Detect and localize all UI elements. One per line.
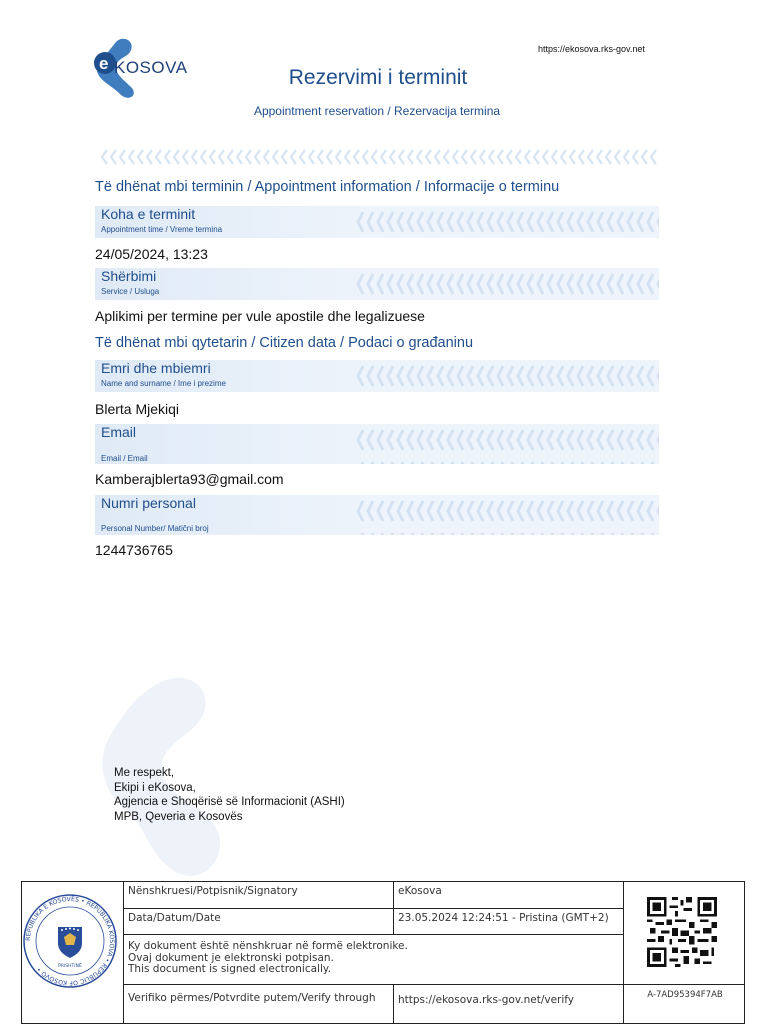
decorative-chevrons — [355, 495, 659, 535]
header-url: https://ekosova.rks-gov.net — [538, 44, 645, 54]
date-value-cell: 23.05.2024 12:24:51 - Pristina (GMT+2) — [393, 908, 624, 934]
date-label-cell: Data/Datum/Date — [123, 908, 394, 934]
closing-line: Me respekt, — [114, 767, 175, 779]
decorative-chevrons — [355, 206, 659, 238]
field-sublabel: Appointment time / Vreme termina — [101, 225, 223, 234]
field-label: Shërbimi — [101, 268, 157, 284]
name-value: Blerta Mjekiqi — [95, 401, 180, 417]
field-label: Numri personal — [101, 495, 196, 511]
service-band — [95, 268, 659, 300]
personal-number-band — [95, 495, 659, 535]
closing-line: Agjencia e Shoqërisë së Informacionit (ASHI) — [114, 796, 345, 808]
verify-url-cell[interactable]: https://ekosova.rks-gov.net/verify — [393, 984, 624, 1024]
citizen-section-title: Të dhënat mbi qytetarin / Citizen data / Podaci o građaninu — [95, 335, 474, 351]
signatory-value-cell: eKosova — [393, 882, 624, 908]
page-title: Rezervimi i terminit — [288, 66, 468, 89]
document-code: A-7AD95394F7AB — [647, 990, 723, 1000]
svg-text:e: e — [99, 54, 109, 73]
appointment-time-band — [95, 206, 659, 238]
signed-note-cell: Ky dokument është nënshkruar në formë elektronike. Ovaj dokument je elektronski potpisan. This document is signed electronically. — [123, 934, 624, 984]
qr-code-icon[interactable] — [647, 897, 717, 967]
decorative-chevrons — [355, 268, 659, 300]
field-sublabel: Name and surname / Ime i prezime — [101, 379, 226, 388]
decorative-chevrons — [355, 424, 659, 464]
field-sublabel: Personal Number/ Matični broj — [101, 524, 209, 533]
decorative-chevron-band — [100, 148, 657, 166]
signatory-label-cell: Nënshkruesi/Potpisnik/Signatory — [123, 882, 394, 908]
field-label: Email — [101, 424, 137, 440]
email-value: Kamberajblerta93@gmail.com — [95, 471, 284, 487]
field-sublabel: Email / Email — [101, 454, 148, 463]
page-subtitle: Appointment reservation / Rezervacija termina — [253, 104, 501, 118]
verify-label-cell: Verifiko përmes/Potvrdite putem/Verify through — [123, 984, 394, 1024]
appointment-time-value: 24/05/2024, 13:23 — [95, 246, 208, 262]
republic-of-kosovo-seal-icon — [22, 893, 118, 989]
personal-number-value: 1244736765 — [95, 542, 173, 558]
field-label: Emri dhe mbiemri — [101, 360, 211, 376]
appointment-section-title: Të dhënat mbi terminin / Appointment information / Informacije o terminu — [95, 179, 560, 195]
closing-line: Ekipi i eKosova, — [114, 781, 196, 794]
closing-line: MPB, Qeveria e Kosovës — [114, 810, 243, 823]
service-value: Aplikimi per termine per vule apostile dhe legalizuese — [95, 308, 425, 324]
logo-text: KOSOVA — [114, 58, 188, 77]
field-label: Koha e terminit — [101, 206, 196, 222]
email-band — [95, 424, 659, 464]
seal-ring-text: REPUBLIKA E KOSOVËS • REPUBLIKA KOSOVA • REPUBLIC OF KOSOVO • — [24, 895, 116, 987]
field-sublabel: Service / Usluga — [101, 287, 160, 296]
seal-city: PRISHTINË — [58, 964, 82, 969]
name-band — [95, 360, 659, 392]
closing-block — [114, 766, 345, 824]
decorative-chevrons — [355, 360, 659, 392]
